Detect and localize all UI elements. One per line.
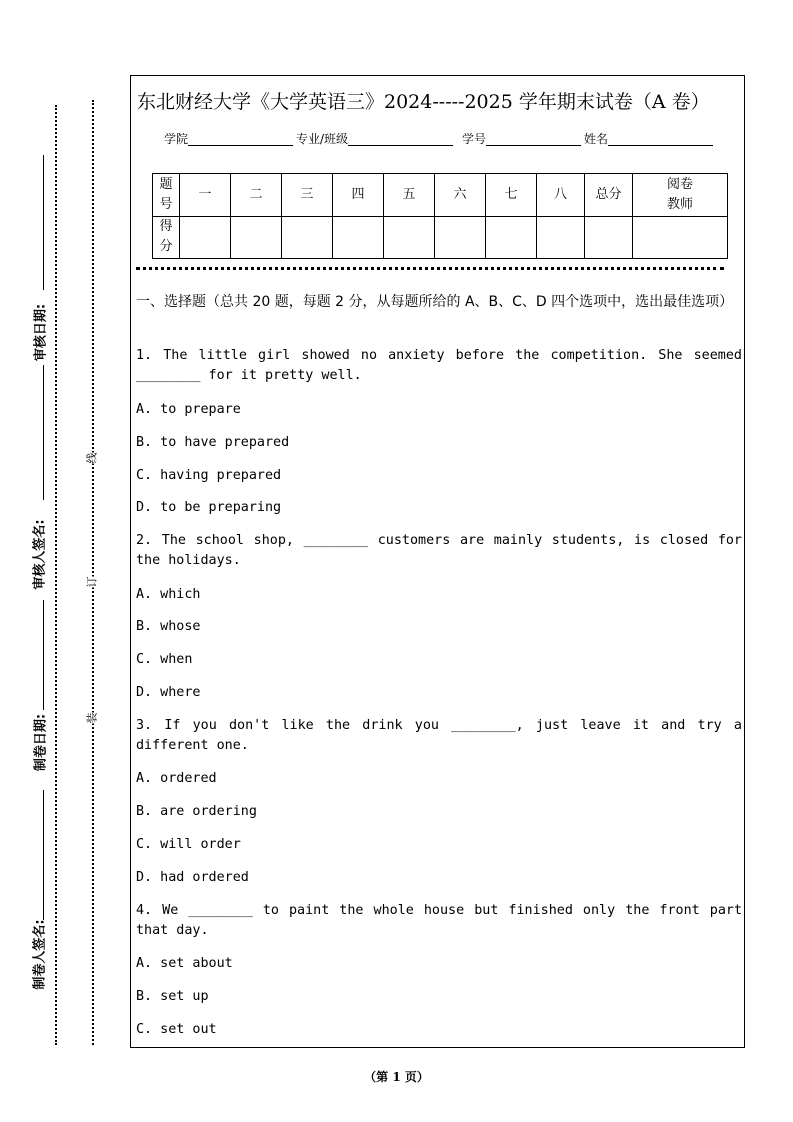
grader-cell[interactable] bbox=[633, 216, 728, 259]
reviewer-signature-label: 审核人签名: bbox=[32, 519, 48, 590]
question-option[interactable]: D. to be preparing bbox=[136, 500, 282, 515]
question-option[interactable]: B. set up bbox=[136, 989, 209, 1004]
field-name-blank[interactable] bbox=[608, 132, 713, 146]
score-col-header: 八 bbox=[537, 174, 585, 217]
paper-maker-signature-line bbox=[43, 790, 45, 920]
field-major-class-label: 专业/班级 bbox=[296, 132, 349, 146]
paper-date-line bbox=[43, 600, 45, 710]
page-footer: （第 1 页） bbox=[364, 1070, 429, 1084]
question-option[interactable]: B. to have prepared bbox=[136, 435, 290, 450]
question-option[interactable]: C. when bbox=[136, 652, 193, 667]
question-text: 4. We ________ to paint the whole house but finished only the front part that day. bbox=[136, 903, 742, 938]
field-name-label: 姓名 bbox=[584, 132, 609, 146]
score-table-header-row bbox=[153, 174, 728, 217]
field-student-id-label: 学号 bbox=[462, 132, 487, 146]
paper-date-label: 制卷日期: bbox=[33, 713, 49, 772]
score-col-header: 七 bbox=[486, 174, 537, 217]
dotted-separator bbox=[136, 267, 724, 270]
exam-title: 东北财经大学《大学英语三》2024-----2025 学年期末试卷（A 卷） bbox=[137, 91, 710, 113]
field-student-id-blank[interactable] bbox=[486, 132, 581, 146]
score-cell[interactable] bbox=[333, 216, 384, 259]
reviewer-signature-line bbox=[43, 365, 45, 500]
score-col-header: 四 bbox=[333, 174, 384, 217]
binding-char-line: 线 bbox=[82, 453, 102, 464]
paper-maker-signature-label: 制卷人签名: bbox=[32, 919, 48, 990]
score-col-header: 六 bbox=[435, 174, 486, 217]
score-cell[interactable] bbox=[180, 216, 231, 259]
section-title: 一、选择题（总共 20 题，每题 2 分，从每题所给的 A、B、C、D 四个选项中，选出最佳选项） bbox=[136, 294, 734, 310]
field-college bbox=[164, 130, 293, 147]
binding-char-bind: 装 bbox=[82, 713, 102, 724]
question-option[interactable]: A. set about bbox=[136, 956, 233, 971]
question-option[interactable]: C. set out bbox=[136, 1022, 217, 1037]
binding-dotted-line-inner bbox=[92, 100, 94, 1045]
grader-header-line: 阅卷 bbox=[666, 176, 693, 192]
question-number-label-line: 号 bbox=[159, 196, 173, 212]
field-major-class-blank[interactable] bbox=[348, 132, 453, 146]
score-table-score-row bbox=[153, 216, 728, 259]
grader-header-line: 教师 bbox=[666, 196, 693, 212]
score-col-header: 一 bbox=[180, 174, 231, 217]
score-col-header: 二 bbox=[231, 174, 282, 217]
question-option[interactable]: C. will order bbox=[136, 837, 241, 852]
score-cell[interactable] bbox=[282, 216, 333, 259]
question-text: 3. If you don't like the drink you ________, just leave it and try a different one. bbox=[136, 718, 742, 753]
score-col-header: 三 bbox=[282, 174, 333, 217]
field-name bbox=[584, 130, 713, 147]
question-option[interactable]: C. having prepared bbox=[136, 468, 282, 483]
review-date-line bbox=[43, 155, 45, 290]
score-col-header-total: 总分 bbox=[585, 174, 633, 217]
score-row-label-line: 得 bbox=[159, 219, 173, 235]
question-text: 2. The school shop, ________ customers are mainly students, is closed for the holidays. bbox=[136, 533, 742, 568]
question-option[interactable]: A. ordered bbox=[136, 771, 217, 786]
binding-dotted-line-outer bbox=[55, 105, 57, 1045]
question-option[interactable]: A. which bbox=[136, 587, 201, 602]
question-option[interactable]: D. where bbox=[136, 685, 201, 700]
question-option[interactable]: D. had ordered bbox=[136, 870, 249, 885]
field-student-id bbox=[462, 130, 581, 147]
score-cell[interactable] bbox=[486, 216, 537, 259]
score-cell-total[interactable] bbox=[585, 216, 633, 259]
score-row-label bbox=[153, 216, 180, 259]
score-row-label-line: 分 bbox=[159, 239, 173, 255]
question-number-label bbox=[153, 174, 180, 217]
field-major-class bbox=[296, 130, 453, 147]
binding-char-staple: 订 bbox=[82, 577, 102, 588]
field-college-blank[interactable] bbox=[188, 132, 293, 146]
field-college-label: 学院 bbox=[164, 132, 189, 146]
grader-header bbox=[633, 174, 728, 217]
question-option[interactable]: A. to prepare bbox=[136, 402, 241, 417]
score-table bbox=[152, 173, 728, 259]
score-cell[interactable] bbox=[435, 216, 486, 259]
score-cell[interactable] bbox=[231, 216, 282, 259]
review-date-label: 审核日期: bbox=[33, 303, 49, 362]
question-option[interactable]: B. whose bbox=[136, 619, 201, 634]
score-col-header: 五 bbox=[384, 174, 435, 217]
question-number-label-line: 题 bbox=[159, 176, 173, 192]
question-option[interactable]: B. are ordering bbox=[136, 804, 257, 819]
score-cell[interactable] bbox=[384, 216, 435, 259]
score-cell[interactable] bbox=[537, 216, 585, 259]
question-text: 1. The little girl showed no anxiety before the competition. She seemed ________ for it pretty well. bbox=[136, 348, 742, 383]
